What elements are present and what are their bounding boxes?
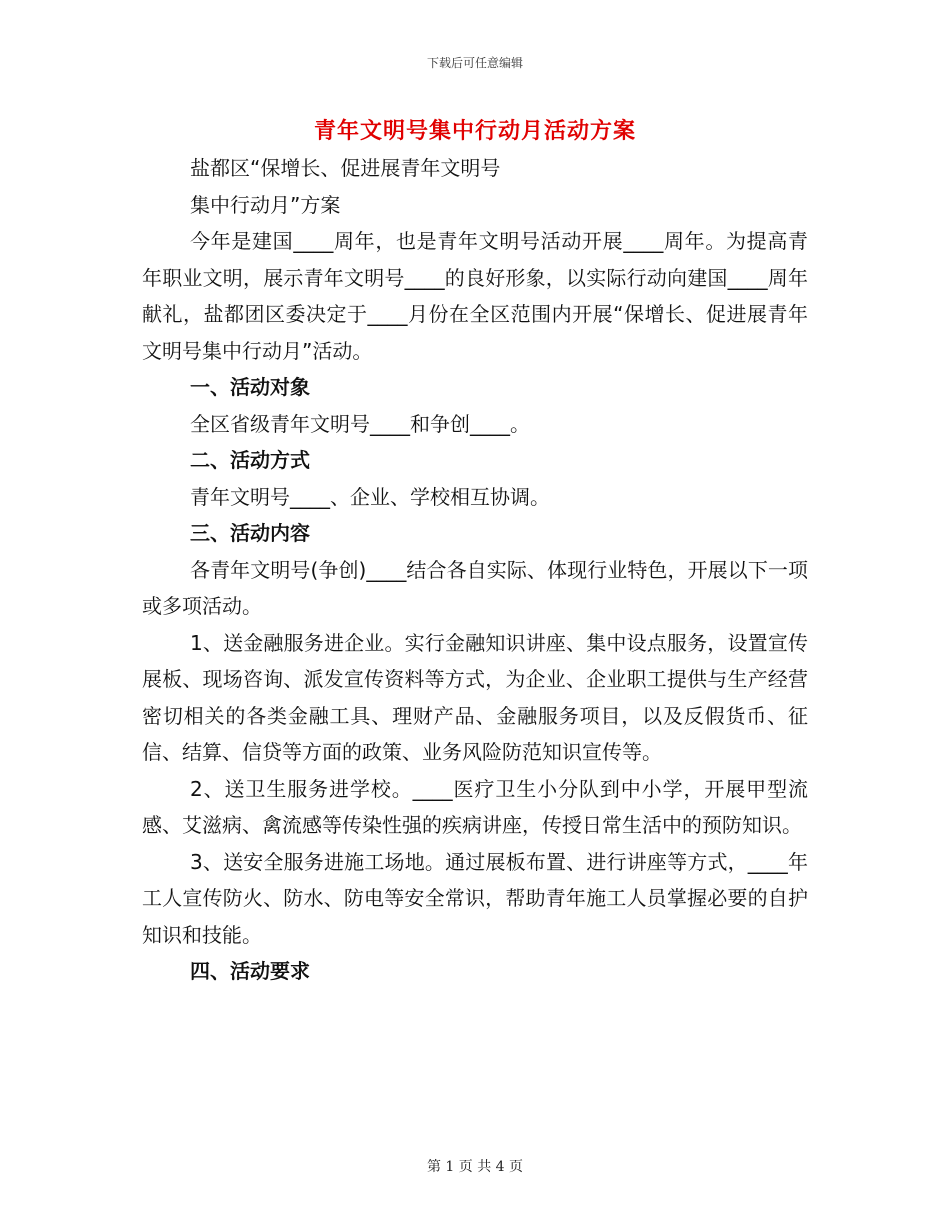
page-footer: 第 1 页 共 4 页	[426, 1159, 524, 1175]
header-note: 下载后可任意编辑	[426, 56, 523, 70]
section-heading: 四、活动要求	[190, 959, 310, 983]
section-heading: 三、活动内容	[190, 521, 310, 545]
paragraph: 集中行动月”方案	[190, 192, 341, 217]
paragraph: 1、送金融服务进企业。实行金融知识讲座、集中设点服务，设置宣传展板、现场咨询、派发宣传资料等方式，为企业、企业职工提供与生产经营密切相关的各类金融工具、理财产品、金融服务项目，以及反假货币、征信、结算、信贷等方面的政策、业务风险防范知识宣传等。	[142, 630, 808, 764]
section-heading: 二、活动方式	[190, 448, 310, 472]
document-title: 青年文明号集中行动月活动方案	[313, 119, 636, 144]
section-heading: 一、活动对象	[190, 375, 310, 399]
paragraph: 2、送卫生服务进学校。____医疗卫生小分队到中小学，开展甲型流感、艾滋病、禽流感等传染性强的疾病讲座，传授日常生活中的预防知识。	[142, 776, 808, 837]
paragraph: 全区省级青年文明号____和争创____。	[190, 411, 530, 436]
paragraph: 各青年文明号(争创)____结合各自实际、体现行业特色，开展以下一项或多项活动。	[142, 557, 808, 618]
paragraph: 今年是建国____周年，也是青年文明号活动开展____周年。为提高青年职业文明，展示青年文明号____的良好形象，以实际行动向建国____周年献礼，盐都团区委决定于____月份在全区范围内开展“保增长、促进展青年文明号集中行动月”活动。	[142, 229, 808, 363]
paragraph: 盐都区“保增长、促进展青年文明号	[190, 156, 501, 180]
paragraph: 3、送安全服务进施工场地。通过展板布置、进行讲座等方式，____年工人宣传防火、防水、防电等安全常识，帮助青年施工人员掌握必要的自护知识和技能。	[142, 849, 808, 947]
paragraph: 青年文明号____、企业、学校相互协调。	[190, 484, 550, 509]
document-body	[142, 150, 808, 990]
